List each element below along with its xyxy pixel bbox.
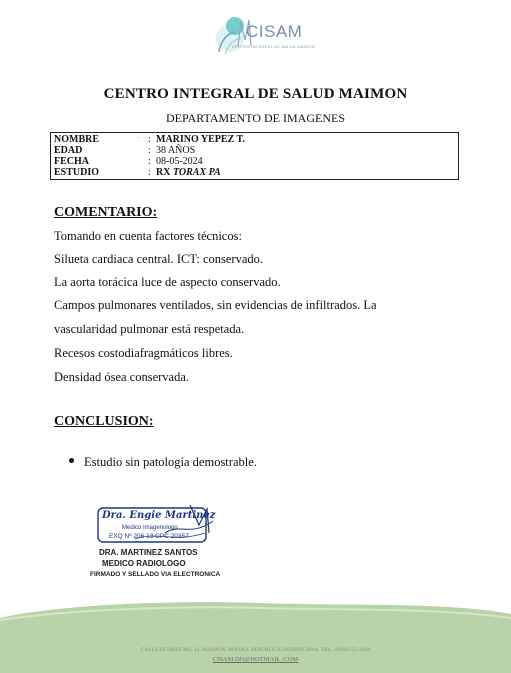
- label-age: EDAD: [54, 145, 83, 156]
- separator: :: [148, 156, 151, 167]
- footer-address: CALLE DUARTE NO. 13, MAIMÓN, BONAO, REPUBLICA DOMINICANA, TEL.: (809)-551-2106: [140, 647, 371, 653]
- label-study: ESTUDIO: [54, 167, 100, 178]
- comment-line: Recesos costodiafragmáticos libres.: [54, 346, 233, 360]
- doctor-name: DRA. MARTINEZ SANTOS: [99, 548, 198, 557]
- value-study-view: TORAX PA: [172, 167, 221, 178]
- value-study-type: RX: [156, 167, 171, 178]
- patient-info-table: [50, 132, 459, 180]
- logo-subtitle: CENTRO INTEGRAL DE SALUD MAIMON: [232, 44, 315, 49]
- comment-line: Tomando en cuenta factores técnicos:: [54, 229, 242, 243]
- logo-name: CISAM: [246, 22, 303, 41]
- footer-email-link[interactable]: CISAM.DO@HOTMAIL .COM: [212, 656, 299, 663]
- stamp-registration: EXQ Nº 206 13 CPC 20357: [109, 533, 189, 540]
- conclusion-heading: CONCLUSION:: [54, 414, 154, 429]
- comment-heading: COMENTARIO:: [54, 205, 158, 220]
- patient-row-age: [54, 145, 454, 156]
- stamp-name: Dra. Engie Martinez: [102, 510, 216, 521]
- comment-line: vascularidad pulmonar está respetada.: [54, 322, 245, 336]
- department-title: DEPARTAMENTO DE IMAGENES: [166, 111, 345, 125]
- comment-line: Silueta cardiaca central. ICT: conservado.: [54, 252, 264, 266]
- comment-line: Densidad ósea conservada.: [54, 370, 190, 384]
- bullet-icon: [69, 458, 74, 463]
- comment-line: La aorta torácica luce de aspecto conservado.: [54, 275, 281, 289]
- separator: :: [148, 167, 151, 178]
- patient-row-date: [54, 156, 454, 167]
- page-title: CENTRO INTEGRAL DE SALUD MAIMON: [103, 86, 408, 102]
- value-date: 08-05-2024: [156, 156, 203, 167]
- signature-note: FIRMADO Y SELLADO VIA ELECTRONICA: [90, 571, 221, 578]
- comment-line: Campos pulmonares ventilados, sin evidencias de infiltrados. La: [54, 298, 377, 312]
- patient-row-name: [54, 134, 454, 145]
- label-date: FECHA: [54, 156, 89, 167]
- separator: :: [148, 145, 151, 156]
- small-mark-icon: ~: [137, 136, 140, 141]
- label-name: NOMBRE: [54, 134, 99, 145]
- value-name: MARINO YEPEZ T.: [156, 134, 245, 145]
- stamp-title: Medico Imagenologo: [122, 525, 178, 531]
- separator: :: [148, 134, 151, 145]
- doctor-title: MEDICO RADIOLOGO: [102, 559, 186, 568]
- patient-row-study: [54, 167, 454, 178]
- conclusion-item: Estudio sin patología demostrable.: [84, 455, 257, 469]
- value-study: [156, 167, 221, 178]
- value-age: 38 AÑOS: [156, 145, 196, 156]
